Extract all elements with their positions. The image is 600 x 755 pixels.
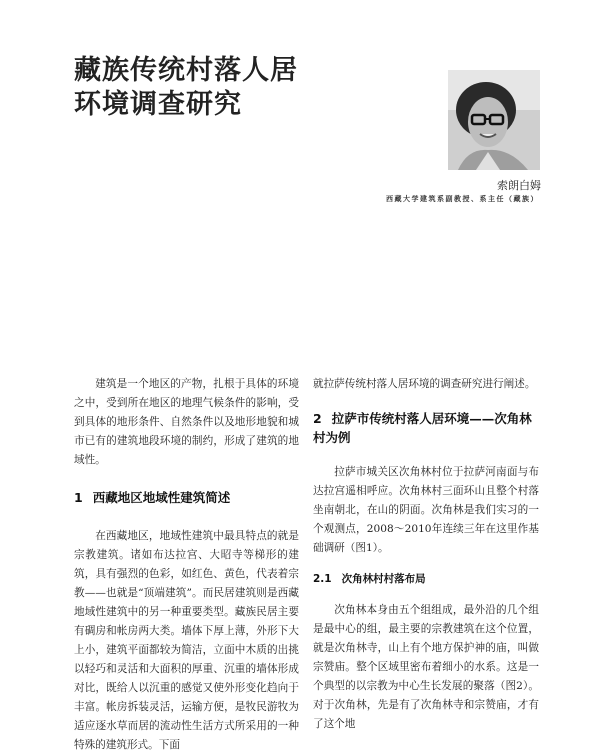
- left-column: [74, 375, 299, 755]
- section-2-number: 2: [313, 411, 322, 426]
- subsection-2-1-number: 2.1: [313, 573, 332, 585]
- section-1-heading: [74, 488, 299, 507]
- article-title: [74, 54, 298, 122]
- continued-paragraph: 就拉萨传统村落人居环境的调查研究进行阐述。: [313, 378, 536, 390]
- intro-paragraph: 建筑是一个地区的产物，扎根于具体的环境之中，受到所在地区的地理气候条件的影响，受到具体的地形条件、自然条件以及地形地貌和城市已有的建筑地段环境的制约，形成了建筑的地域性。: [74, 378, 299, 466]
- section-1-paragraph: 在西藏地区，地域性建筑中最具特点的就是宗教建筑。诸如布达拉宫、大昭寺等梯形的建筑，具有强烈的色彩，如红色、黄色，代表着宗教——也就是“顶端建筑”。而民居建筑则是西藏地域性建筑中的另一种重要类型。藏族民居主要有碉房和帐房两大类。墙体下厚上薄，外形下大上小，建筑平面都较为简洁，立面中木质的出挑以轻巧和灵活和大面积的厚重、沉重的墙体形成对比，既给人以沉重的感觉又使外形变化趋向于丰富。帐房拆装灵活，运输方便，是牧民游牧为适应逐水草而居的流动性生活方式所采用的一种特殊的建筑形式。下面: [74, 530, 299, 751]
- section-2-heading: [313, 409, 539, 447]
- section-1-number: 1: [74, 490, 83, 505]
- subsection-2-1-paragraph: 次角林本身由五个组组成，最外沿的几个组是最中心的组，最主要的宗教建筑在这个位置，就是次角林寺，山上有个地方保护神的庙，叫做宗赞庙。整个区域里密布着细小的水系。这是一个典型的以宗教为中心生长发展的聚落（图2）。对于次角林，先是有了次角林寺和宗赞庙，才有了这个地: [313, 604, 539, 730]
- title-line-1: 藏族传统村落人居: [74, 55, 298, 86]
- subsection-2-1-title: 次角林村村落布局: [341, 573, 426, 585]
- author-name: 索朗白姆: [497, 179, 541, 192]
- section-2-title: 拉萨市传统村落人居环境——次角林村为例: [313, 411, 532, 445]
- section-2-paragraph: 拉萨市城关区次角林村位于拉萨河南面与布达拉宫遥相呼应。次角林村三面环山且整个村落坐南朝北，在山的阴面。次角林是我们实习的一个观测点，2008～2010年连续三年在这里作基础调研（图1）。: [313, 466, 539, 554]
- title-line-2: 环境调查研究: [74, 89, 242, 120]
- subsection-2-1-heading: [313, 570, 539, 589]
- author-affiliation: 西藏大学建筑系副教授、系主任（藏族）: [386, 195, 539, 203]
- section-1-title: 西藏地区地域性建筑简述: [92, 490, 231, 505]
- right-column: [313, 375, 539, 734]
- author-portrait-icon: [448, 70, 540, 170]
- author-portrait: [448, 70, 540, 170]
